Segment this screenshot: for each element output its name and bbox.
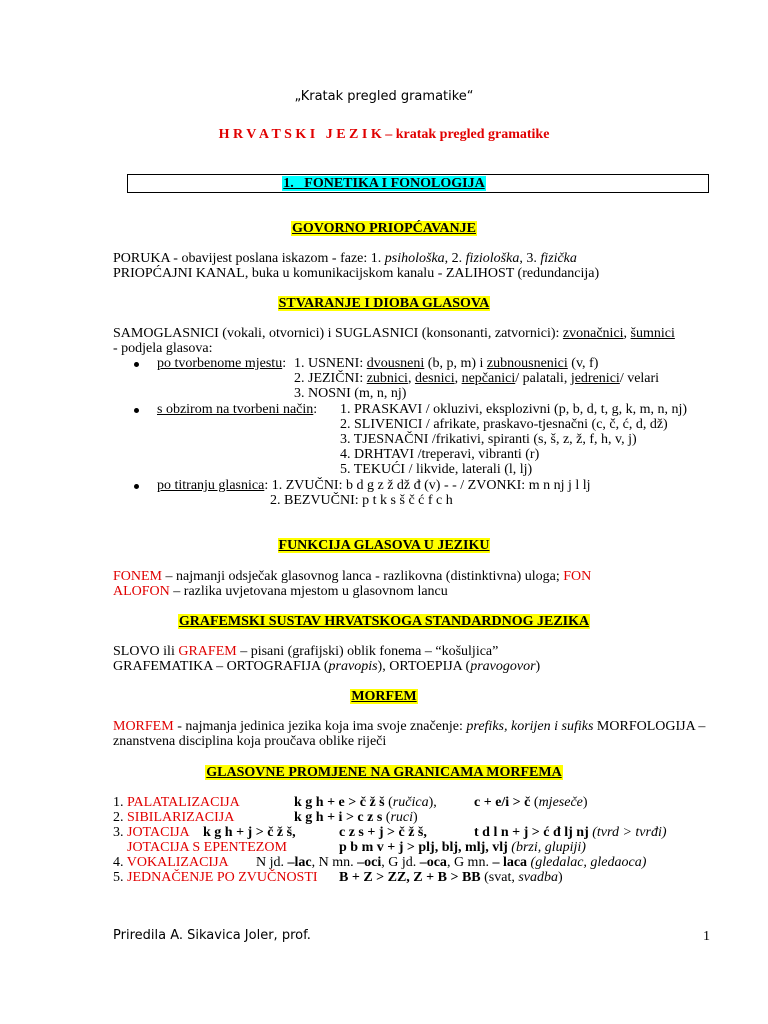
text-italic: svadba bbox=[518, 870, 559, 885]
text: 3. bbox=[113, 825, 127, 840]
text: N jd. bbox=[256, 855, 288, 870]
text: , 3. bbox=[519, 251, 541, 266]
text-bold: p b m v + j > plj, blj, mlj, vlj bbox=[339, 840, 508, 855]
heading-promjene bbox=[0, 765, 768, 780]
grafem-line-1 bbox=[113, 644, 498, 659]
text: : bbox=[282, 356, 287, 371]
text: ( bbox=[382, 810, 391, 825]
text-underline: zvonačnici bbox=[562, 326, 624, 341]
bullet-3-row-1 bbox=[157, 478, 591, 493]
promjena-2-name bbox=[113, 810, 234, 825]
text-italic: fiziološka bbox=[465, 251, 520, 266]
bullet-icon bbox=[134, 362, 139, 367]
morfem-line-1 bbox=[113, 719, 705, 734]
text: 5. bbox=[113, 870, 127, 885]
text: – razlika uvjetovana mjestom u glasovnom lancu bbox=[169, 584, 448, 599]
heading-morfem bbox=[0, 689, 768, 704]
promjena-3-rule-2: c z s + j > č ž š, bbox=[339, 825, 427, 840]
promjena-1-rule bbox=[294, 795, 437, 810]
term-red: ALOFON bbox=[113, 584, 170, 599]
text-bold: t d l n + j > ć đ lj nj bbox=[474, 825, 589, 840]
text: ( bbox=[530, 795, 539, 810]
text-bold: –oca bbox=[419, 855, 447, 870]
page-number: 1 bbox=[703, 929, 710, 944]
bullet-1-row-2 bbox=[294, 371, 659, 386]
heading-funkcija bbox=[0, 538, 768, 553]
heading-promjene-label: GLASOVNE PROMJENE NA GRANICAMA MORFEMA bbox=[206, 765, 562, 780]
text: ) bbox=[413, 810, 418, 825]
text-bold: –lac bbox=[287, 855, 312, 870]
section-title bbox=[0, 176, 768, 191]
text-italic: ruci bbox=[390, 810, 414, 825]
main-title-subtitle: – kratak pregled gramatike bbox=[381, 127, 550, 142]
text: 1. USNENI: bbox=[294, 356, 367, 371]
promjena-5-rule bbox=[339, 870, 563, 885]
stvaranje-line-2: - podjela glasova: bbox=[113, 341, 213, 356]
term-red: MORFEM bbox=[113, 719, 174, 734]
govorno-line-2: PRIOPĆAJNI KANAL, buka u komunikacijskom kanalu - ZALIHOST (redundancija) bbox=[113, 266, 600, 281]
footer-author: Priredila A. Sikavica Joler, prof. bbox=[113, 928, 311, 943]
bullet-2-label bbox=[157, 402, 317, 417]
bullet-icon bbox=[134, 408, 139, 413]
term-red: JEDNAČENJE PO ZVUČNOSTI bbox=[127, 870, 318, 885]
text: , bbox=[623, 326, 631, 341]
text: : 1. ZVUČNI: b d g z ž dž đ (v) - - / ZVONKI: m n nj j l lj bbox=[264, 478, 591, 493]
text: (b, p, m) i bbox=[424, 356, 487, 371]
text-underline: desnici bbox=[414, 371, 455, 386]
promjena-3b-name bbox=[127, 840, 287, 855]
text-italic: fizička bbox=[540, 251, 577, 266]
text-italic: ručica bbox=[392, 795, 429, 810]
heading-stvaranje bbox=[0, 296, 768, 311]
text: , bbox=[407, 371, 415, 386]
main-title bbox=[0, 127, 768, 142]
text: MORFOLOGIJA – bbox=[593, 719, 706, 734]
text-italic: (gledalac, gledaoca) bbox=[527, 855, 647, 870]
text-underline: nepčanici bbox=[461, 371, 516, 386]
term-red: PALATALIZACIJA bbox=[127, 795, 240, 810]
promjena-3-rule-1: k g h + j > č ž š, bbox=[203, 825, 296, 840]
heading-govorno-label: GOVORNO PRIOPĆAVANJE bbox=[292, 221, 476, 236]
text-underline: po titranju glasnica bbox=[157, 478, 265, 493]
bullet-2-row-5: 5. TEKUĆI / likvide, laterali (l, lj) bbox=[340, 462, 533, 477]
text-italic: psihološka bbox=[384, 251, 445, 266]
heading-funkcija-label: FUNKCIJA GLASOVA U JEZIKU bbox=[278, 538, 490, 553]
text: (v, f) bbox=[567, 356, 599, 371]
promjena-3b-rule bbox=[339, 840, 586, 855]
text-underline: šumnici bbox=[630, 326, 675, 341]
term-red: FON bbox=[563, 569, 592, 584]
term-red: JOTACIJA bbox=[127, 825, 190, 840]
heading-grafemski bbox=[0, 614, 768, 629]
promjena-4-name bbox=[113, 855, 229, 870]
text-underline: dvousneni bbox=[366, 356, 425, 371]
bullet-1-row-3: 3. NOSNI (m, n, nj) bbox=[294, 386, 407, 401]
text: ), ORTOEPIJA ( bbox=[377, 659, 471, 674]
text-underline: jedrenici bbox=[570, 371, 620, 386]
text-bold: k g h + i > c z s bbox=[294, 810, 383, 825]
text: / palatali, bbox=[515, 371, 571, 386]
text: , N mn. bbox=[311, 855, 358, 870]
bullet-2-row-1: 1. PRASKAVI / okluzivi, eksplozivni (p, b, d, t, g, k, m, n, nj) bbox=[340, 402, 688, 417]
text: 2. JEZIČNI: bbox=[294, 371, 367, 386]
text-italic: mjeseče bbox=[538, 795, 583, 810]
heading-govorno bbox=[0, 221, 768, 236]
text-italic: pravogovor bbox=[470, 659, 536, 674]
text-underline: s obzirom na tvorbeni način bbox=[157, 402, 314, 417]
term-red: VOKALIZACIJA bbox=[126, 855, 229, 870]
bullet-icon bbox=[134, 484, 139, 489]
govorno-line-1 bbox=[113, 251, 577, 266]
text-italic: prefiks, korijen i sufiks bbox=[466, 719, 594, 734]
bullet-2-row-3: 3. TJESNAČNI /frikativi, spiranti (s, š, z, ž, f, h, v, j) bbox=[340, 432, 637, 447]
heading-grafemski-label: GRAFEMSKI SUSTAV HRVATSKOGA STANDARDNOG JEZIKA bbox=[178, 614, 590, 629]
text: SLOVO ili bbox=[113, 644, 179, 659]
term-red: JOTACIJA S EPENTEZOM bbox=[127, 840, 287, 855]
bullet-3-row-2: 2. BEZVUČNI: p t k s š č ć f c h bbox=[270, 493, 453, 508]
heading-stvaranje-label: STVARANJE I DIOBA GLASOVA bbox=[278, 296, 490, 311]
text: PORUKA - obavijest poslana iskazom - faze: 1. bbox=[113, 251, 385, 266]
promjena-5-name bbox=[113, 870, 318, 885]
fonem-line bbox=[113, 569, 591, 584]
text-italic: (brzi, glupiji) bbox=[507, 840, 586, 855]
text: / velari bbox=[619, 371, 660, 386]
text: - najmanja jedinica jezika koja ima svoje značenje: bbox=[173, 719, 467, 734]
text: (svat, bbox=[480, 870, 519, 885]
text: 4. bbox=[113, 855, 127, 870]
text: , G mn. bbox=[446, 855, 493, 870]
text: , G jd. bbox=[381, 855, 420, 870]
term-red: FONEM bbox=[113, 569, 163, 584]
text: 2. bbox=[113, 810, 127, 825]
text: 1. bbox=[113, 795, 127, 810]
section-title-label: 1. FONETIKA I FONOLOGIJA bbox=[283, 176, 485, 191]
text-bold: B + Z > ZZ, Z + B > BB bbox=[339, 870, 481, 885]
promjena-1-name bbox=[113, 795, 240, 810]
text: – pisani (grafijski) oblik fonema – “košuljica” bbox=[236, 644, 499, 659]
text-italic: (tvrd > tvrđi) bbox=[588, 825, 667, 840]
bullet-2-row-4: 4. DRHTAVI /treperavi, vibranti (r) bbox=[340, 447, 540, 462]
text: , bbox=[454, 371, 462, 386]
text: ) bbox=[558, 870, 563, 885]
document-title: „Kratak pregled gramatike“ bbox=[294, 89, 474, 104]
bullet-1-row-1 bbox=[294, 356, 598, 371]
text-bold: k g h + e > č ž š bbox=[294, 795, 385, 810]
stvaranje-line-1 bbox=[113, 326, 675, 341]
term-red: SIBILARIZACIJA bbox=[127, 810, 235, 825]
text-bold: –oci bbox=[357, 855, 382, 870]
promjena-3-name bbox=[113, 825, 190, 840]
text: ) bbox=[535, 659, 541, 674]
text-underline: po tvorbenome mjestu bbox=[157, 356, 283, 371]
text-italic: pravopis bbox=[328, 659, 378, 674]
text: – najmanji odsječak glasovnog lanca - razlikovna (distinktivna) uloga; bbox=[162, 569, 564, 584]
grafem-line-2 bbox=[113, 659, 540, 674]
text: , 2. bbox=[444, 251, 466, 266]
text: ), bbox=[428, 795, 437, 810]
main-title-language: H R V A T S K I J E Z I K bbox=[218, 127, 382, 142]
promjena-4-rule bbox=[256, 855, 646, 870]
heading-morfem-label: MORFEM bbox=[351, 689, 417, 704]
text-bold: c + e/i > č bbox=[474, 795, 531, 810]
term-red: GRAFEM bbox=[178, 644, 237, 659]
text: SAMOGLASNICI (vokali, otvornici) i SUGLASNICI (konsonanti, zatvornici): bbox=[113, 326, 563, 341]
text: GRAFEMATIKA – ORTOGRAFIJA ( bbox=[113, 659, 329, 674]
text: : bbox=[313, 402, 318, 417]
text-underline: zubnici bbox=[366, 371, 408, 386]
text-underline: zubnousnenici bbox=[486, 356, 568, 371]
alofon-line bbox=[113, 584, 448, 599]
promjena-2-rule bbox=[294, 810, 418, 825]
morfem-line-2: znanstvena disciplina koja proučava oblike riječi bbox=[113, 734, 387, 749]
promjena-1-rule-2 bbox=[474, 795, 588, 810]
promjena-3-rule-3 bbox=[474, 825, 667, 840]
bullet-2-row-2: 2. SLIVENICI / afrikate, praskavo-tjesnačni (c, č, ć, d, dž) bbox=[340, 417, 668, 432]
text: ) bbox=[582, 795, 588, 810]
text-bold: – laca bbox=[492, 855, 528, 870]
bullet-1-label bbox=[157, 356, 286, 371]
text: ( bbox=[384, 795, 393, 810]
